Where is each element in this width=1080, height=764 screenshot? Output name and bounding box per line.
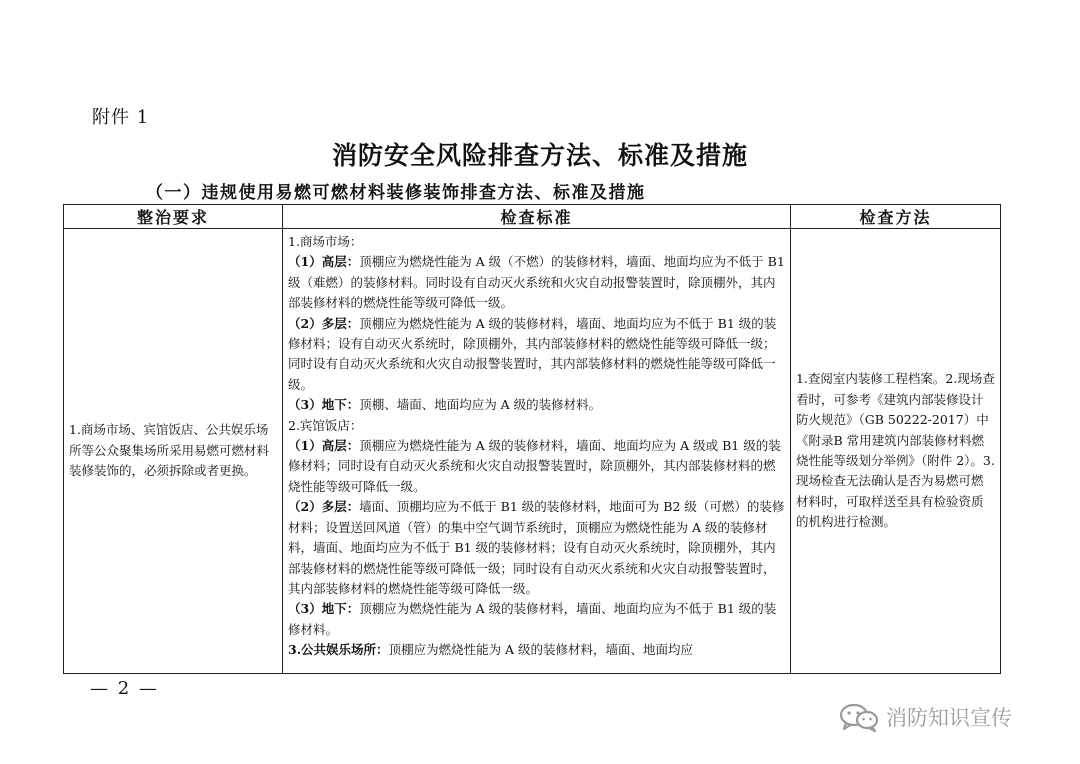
standard-hotel-title: 2.宾馆饭店： [288,417,363,433]
standard-label: （3）地下： [288,397,360,413]
standard-text: 顶棚应为燃烧性能为 A 级的装修材料，墙面、地面均应为 A 级或 B1 级的装修材料；同时设有自动灭火系统和火灾自动报警装置时，除顶棚外，其内部装修材料的燃烧性能等级可降低一级。 [288,438,781,494]
standard-label: 3.公共娱乐场所： [288,642,389,658]
standard-text: 顶棚应为燃烧性能为 A 级的装修材料，墙面、地面均应为不低于 B1 级的装修材料。 [288,601,777,637]
table-header-row [64,205,1001,229]
standard-hotel-multistory [288,497,785,599]
standard-text: 顶棚应为燃烧性能为 A 级的装修材料，墙面、地面均应 [388,642,694,658]
standard-label: （1）高层： [288,254,360,270]
watermark [838,702,1012,732]
standard-entertainment [288,640,785,660]
standard-mall-underground [288,395,785,415]
attachment-label: 附件 1 [92,107,150,128]
page-number: — 2 — [90,678,159,699]
standard-label: （2）多层： [288,315,360,331]
standard-text: 墙面、顶棚均应为不低于 B1 级的装修材料，地面可为 B2 级（可燃）的装修材料；设置送回风道（管）的集中空气调节系统时，顶棚应为燃烧性能为 A 级的装修材料，墙面、地面均应为不低于 B1 级的装修材料；设有自动灭火系统时，除顶棚外，其内部装修材料的燃烧性能等级可降低一级；同时设有自动灭火系统和火灾自动报警装置时，其内部装修材料的燃烧性能等级可降低一级。 [288,499,785,596]
watermark-text: 消防知识宣传 [886,706,1012,730]
standard-mall-title: 1.商场市场： [288,234,363,249]
standard-text: 顶棚应为燃烧性能为 A 级的装修材料，墙面、地面均应为不低于 B1 级的装修材料；设有自动灭火系统时，除顶棚外，其内部装修材料的燃烧性能等级可降低一级；同时设有自动灭火系统和火灾自动报警装置时，其内部装修材料的燃烧性能等级可降低一级。 [288,315,777,392]
standard-label: （2）多层： [288,499,360,515]
standard-label: （1）高层： [288,438,360,454]
page-title: 消防安全风险排查方法、标准及措施 [331,141,748,170]
table-row [64,229,1001,674]
header-requirement: 整治要求 [64,205,283,229]
wechat-icon [838,702,880,732]
header-standard: 检查标准 [283,205,791,229]
header-method: 检查方法 [791,205,1001,229]
standard-text: 顶棚应为燃烧性能为 A 级（不燃）的装修材料，墙面、地面均应为不低于 B1 级（难燃）的装修材料。同时设有自动灭火系统和火灾自动报警装置时，除顶棚外，其内部装修材料的燃烧性能等级可降低一级。 [288,254,785,311]
standard-text: 顶棚、墙面、地面均应为 A 级的装修材料。 [359,397,602,413]
inspection-table [63,204,1001,674]
standard-cell [283,229,791,674]
requirement-cell: 1.商场市场、宾馆饭店、公共娱乐场所等公众聚集场所采用易燃可燃材料装修装饰的，必须拆除或者更换。 [64,229,283,674]
standard-hotel-underground [288,599,785,640]
standard-hotel-highrise [288,436,785,497]
method-cell: 1.查阅室内装修工程档案。2.现场查看时，可参考《建筑内部装修设计防火规范》（GB 50222-2017）中《附录B 常用建筑内部装修材料燃烧性能等级划分举例》（附件 2）。3.现场检查无法确认是否为易燃可燃材料时，可取样送至具有检验资质的机构进行检测。 [791,229,1001,674]
section-title: （一）违规使用易燃可燃材料装修装饰排查方法、标准及措施 [146,183,646,203]
standard-mall-multistory [288,314,785,396]
standard-label: （3）地下： [288,601,360,617]
standard-mall-highrise [288,252,785,313]
